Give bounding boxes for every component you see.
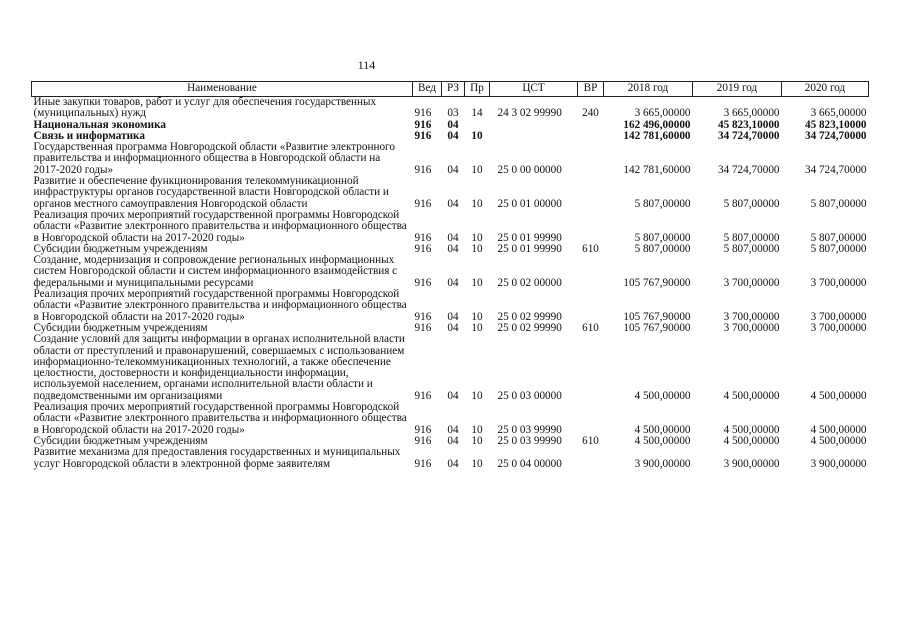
cell-rz: 04 — [447, 197, 459, 210]
cell-pr: 10 — [471, 457, 483, 470]
cell-2020: 4 500,00000 — [810, 423, 867, 436]
cell-vr — [578, 120, 604, 131]
cell-pr: 10 — [471, 163, 483, 176]
cell-pr: 10 — [471, 321, 483, 334]
cell-cst: 25 0 02 99990 — [497, 310, 562, 323]
cell-2020: 45 823,10000 — [804, 118, 867, 131]
table-header-row — [32, 82, 869, 97]
cell-ved: 916 — [414, 276, 432, 289]
cell-vr — [578, 402, 604, 436]
cell-name: Развитие механизма для предоставления государственных и муниципальных услуг Новгородской области в электронной форме заявителям — [33, 446, 401, 470]
cell-cst — [490, 131, 578, 142]
cell-2018: 5 807,00000 — [634, 242, 691, 255]
cell-2020: 3 900,00000 — [810, 457, 867, 470]
cell-2018: 4 500,00000 — [634, 423, 691, 436]
page-bottom-edge — [0, 633, 905, 637]
cell-rz: 04 — [447, 434, 459, 447]
cell-name: Связь и информатика — [33, 129, 145, 142]
cell-cst: 25 0 01 99990 — [497, 242, 562, 255]
cell-pr: 10 — [471, 242, 483, 255]
cell-pr: 10 — [471, 434, 483, 447]
cell-cst — [490, 120, 578, 131]
cell-vr — [578, 176, 604, 210]
cell-ved: 916 — [414, 231, 432, 244]
cell-vr — [578, 131, 604, 142]
cell-rz: 04 — [447, 163, 459, 176]
cell-2020: 5 807,00000 — [810, 242, 867, 255]
cell-name: Создание условий для защиты информации в органах исполнительной власти области от преступлений и правонарушений, совершаемых с использованием информационно-телекоммуникационных технологий, а также обеспечение целостности, достоверности и конфиденциальности информации, используемой населением, органами исполнительной власти области и подведомственными им организациями — [33, 333, 405, 402]
cell-name: Субсидии бюджетным учреждениям — [33, 242, 208, 255]
cell-2019: 4 500,00000 — [723, 423, 780, 436]
cell-2018: 4 500,00000 — [634, 389, 691, 402]
cell-2020: 4 500,00000 — [810, 434, 867, 447]
header-vr: ВР — [578, 82, 604, 97]
cell-2019: 5 807,00000 — [723, 231, 780, 244]
table-row — [32, 142, 869, 176]
cell-cst: 25 0 04 00000 — [497, 457, 562, 470]
table-row — [32, 289, 869, 323]
cell-2020: 34 724,70000 — [804, 163, 867, 176]
cell-2018: 5 807,00000 — [634, 231, 691, 244]
cell-2020: 4 500,00000 — [810, 389, 867, 402]
cell-ved: 916 — [414, 434, 432, 447]
cell-2019: 3 900,00000 — [723, 457, 780, 470]
cell-2020: 5 807,00000 — [810, 197, 867, 210]
cell-2020: 3 700,00000 — [810, 321, 867, 334]
cell-rz: 04 — [447, 457, 459, 470]
cell-name: Реализация прочих мероприятий государственной программы Новгородской области «Развитие электронного правительства и информационного общества в Новгородской области на 2017-2020 годы» — [33, 401, 407, 436]
cell-2018: 3 665,00000 — [634, 107, 691, 120]
cell-2020: 3 700,00000 — [810, 310, 867, 323]
cell-pr: 10 — [471, 423, 483, 436]
cell-ved: 916 — [414, 423, 432, 436]
cell-cst: 25 0 03 99990 — [497, 434, 562, 447]
cell-ved: 916 — [414, 197, 432, 210]
table-row — [32, 402, 869, 436]
cell-rz: 04 — [447, 321, 459, 334]
cell-vr — [578, 289, 604, 323]
cell-2020: 34 724,70000 — [804, 129, 867, 142]
cell-2018: 142 781,60000 — [623, 163, 691, 176]
cell-2018: 3 900,00000 — [634, 457, 691, 470]
cell-ved: 916 — [414, 310, 432, 323]
header-pr: Пр — [465, 82, 490, 97]
cell-name: Реализация прочих мероприятий государственной программы Новгородской области «Развитие электронного правительства и информационного общества в Новгородской области на 2017-2020 годы» — [33, 288, 407, 323]
cell-2019: 4 500,00000 — [723, 389, 780, 402]
cell-2019: 5 807,00000 — [723, 197, 780, 210]
cell-name: Национальная экономика — [33, 118, 166, 131]
table-row — [32, 176, 869, 210]
header-cst: ЦСТ — [490, 82, 578, 97]
cell-name: Субсидии бюджетным учреждениям — [33, 321, 208, 334]
cell-2018: 142 781,60000 — [623, 129, 691, 142]
table-row — [32, 97, 869, 120]
cell-ved: 916 — [414, 163, 432, 176]
cell-cst: 25 0 03 00000 — [497, 389, 562, 402]
cell-2019: 3 700,00000 — [723, 321, 780, 334]
cell-2019: 34 724,70000 — [717, 129, 780, 142]
cell-pr: 10 — [471, 389, 483, 402]
cell-name: Субсидии бюджетным учреждениям — [33, 434, 208, 447]
cell-cst: 25 0 00 00000 — [497, 163, 562, 176]
cell-rz: 04 — [447, 231, 459, 244]
cell-2018: 5 807,00000 — [634, 197, 691, 210]
cell-vr — [578, 142, 604, 176]
cell-ved: 916 — [414, 242, 432, 255]
cell-name: Создание, модернизация и сопровождение региональных информационных систем Новгородской области и систем информационного взаимодействия с федеральными и муниципальными ресурсами — [33, 254, 398, 289]
cell-2019: 3 665,00000 — [723, 107, 780, 120]
cell-2019: 5 807,00000 — [723, 242, 780, 255]
cell-2019: 3 700,00000 — [723, 310, 780, 323]
cell-rz: 04 — [447, 129, 459, 142]
cell-vr — [578, 447, 604, 470]
cell-2020: 5 807,00000 — [810, 231, 867, 244]
cell-2019: 34 724,70000 — [717, 163, 780, 176]
header-rz: РЗ — [442, 82, 465, 97]
cell-name: Развитие и обеспечение функционирования телекоммуникационной инфраструктуры органов государственной власти Новгородской области и органов местного самоуправления Новгородской области — [33, 175, 389, 210]
cell-2018: 105 767,90000 — [623, 276, 691, 289]
cell-vr: 610 — [582, 242, 599, 255]
header-2018: 2018 год — [604, 82, 693, 97]
cell-name: Реализация прочих мероприятий государственной программы Новгородской области «Развитие электронного правительства и информационного общества в Новгородской области на 2017-2020 годы» — [33, 208, 407, 244]
cell-rz: 04 — [447, 423, 459, 436]
cell-rz: 04 — [447, 389, 459, 402]
cell-pr: 10 — [471, 276, 483, 289]
cell-name: Государственная программа Новгородской области «Развитие электронного правительства и информационного общества в Новгородской области на 2017-2020 годы» — [33, 141, 395, 176]
cell-cst: 25 0 01 99990 — [497, 231, 562, 244]
cell-pr: 10 — [471, 231, 483, 244]
cell-ved: 916 — [414, 321, 432, 334]
cell-ved: 916 — [414, 129, 432, 142]
cell-vr — [578, 210, 604, 244]
cell-2018: 162 496,00000 — [623, 118, 691, 131]
cell-cst: 25 0 02 00000 — [497, 276, 562, 289]
cell-ved: 916 — [414, 457, 432, 470]
cell-pr: 10 — [471, 129, 483, 142]
cell-pr: 10 — [471, 310, 483, 323]
cell-rz: 04 — [447, 310, 459, 323]
cell-2019: 45 823,10000 — [717, 118, 780, 131]
table-row — [32, 255, 869, 289]
cell-2019: 3 700,00000 — [723, 276, 780, 289]
page-number: 114 — [357, 58, 376, 72]
table-row — [32, 334, 869, 402]
cell-pr: 10 — [471, 197, 483, 210]
cell-rz: 04 — [447, 276, 459, 289]
budget-table — [31, 81, 869, 470]
cell-vr: 610 — [582, 321, 599, 334]
cell-cst: 25 0 02 99990 — [497, 321, 562, 334]
header-2019: 2019 год — [693, 82, 782, 97]
header-ved: Вед — [413, 82, 442, 97]
cell-2018: 105 767,90000 — [623, 321, 691, 334]
cell-ved: 916 — [414, 107, 432, 120]
cell-vr — [578, 334, 604, 402]
header-name: Наименование — [32, 82, 413, 97]
cell-rz: 03 — [447, 107, 459, 120]
cell-pr: 14 — [471, 107, 483, 120]
cell-2020: 3 665,00000 — [810, 107, 867, 120]
cell-vr: 240 — [582, 107, 599, 120]
cell-vr: 610 — [582, 434, 599, 447]
cell-cst: 24 3 02 99990 — [497, 107, 562, 120]
cell-name: Иные закупки товаров, работ и услуг для обеспечения государственных (муниципальных) нужд — [33, 96, 377, 120]
cell-2019: 4 500,00000 — [723, 434, 780, 447]
header-2020: 2020 год — [782, 82, 869, 97]
cell-2020: 3 700,00000 — [810, 276, 867, 289]
cell-cst: 25 0 01 00000 — [497, 197, 562, 210]
cell-cst: 25 0 03 99990 — [497, 423, 562, 436]
cell-ved: 916 — [414, 118, 432, 131]
cell-rz: 04 — [447, 118, 459, 131]
table-row — [32, 210, 869, 244]
cell-2018: 105 767,90000 — [623, 310, 691, 323]
cell-rz: 04 — [447, 242, 459, 255]
cell-vr — [578, 255, 604, 289]
cell-2018: 4 500,00000 — [634, 434, 691, 447]
cell-ved: 916 — [414, 389, 432, 402]
table-row — [32, 447, 869, 470]
